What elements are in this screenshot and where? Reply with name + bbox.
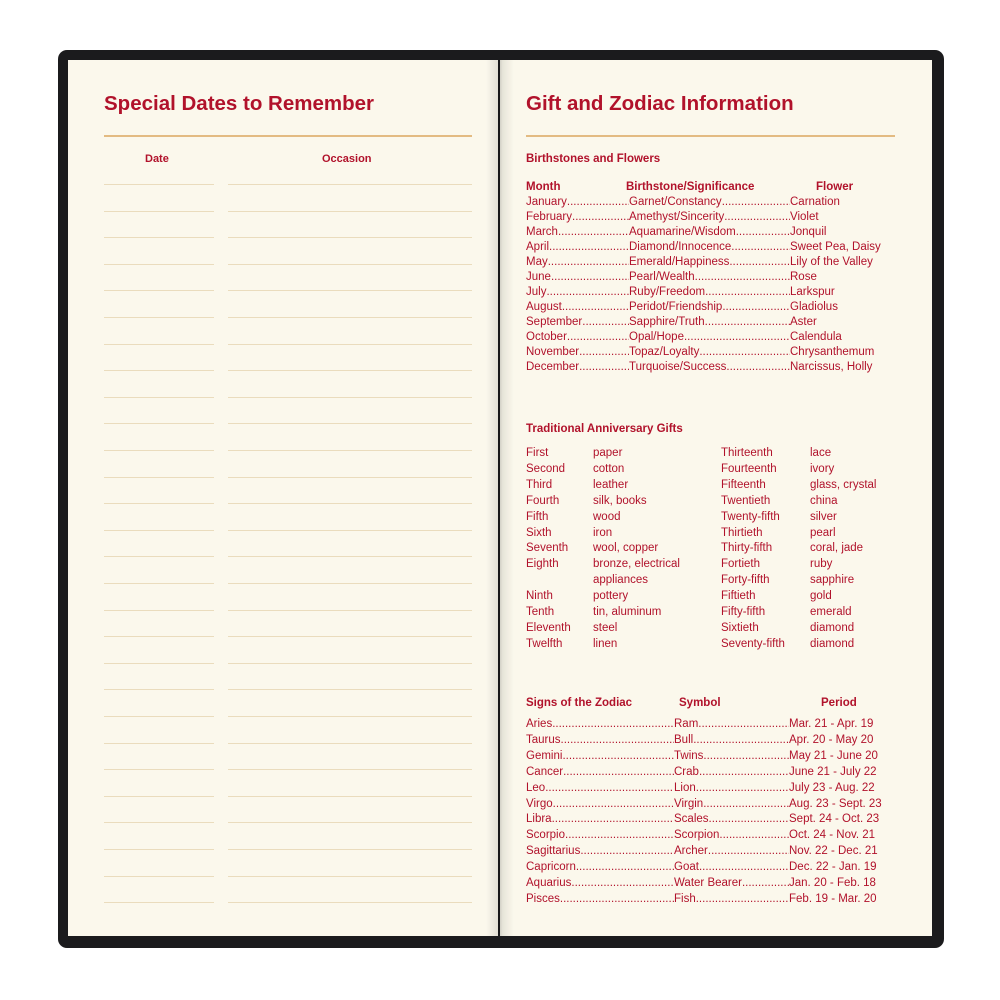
- date-write-line[interactable]: [104, 423, 214, 424]
- anniversary-year: Thirtieth: [721, 526, 763, 539]
- month-name: January: [526, 196, 567, 208]
- anniversary-gift: wood: [593, 510, 621, 523]
- zodiac-symbol-cell: [674, 876, 789, 890]
- dot-leader: [705, 285, 790, 299]
- anniversary-gift: bronze, electrical: [593, 558, 680, 571]
- zodiac-sign-cell: [526, 876, 674, 890]
- zodiac-sign-cell: [526, 765, 674, 779]
- zodiac-sign-cell: [526, 812, 674, 826]
- date-write-line[interactable]: [104, 344, 214, 345]
- dot-leader: [561, 733, 674, 747]
- anniversary-year: Tenth: [526, 606, 555, 618]
- zodiac-symbol-cell: [674, 892, 789, 906]
- zodiac-symbol: Scales: [674, 813, 709, 826]
- dot-leader: [698, 717, 789, 731]
- zodiac-symbol: Virgin: [674, 797, 704, 810]
- dot-leader: [560, 892, 674, 906]
- zodiac-period: Aug. 23 - Sept. 23: [789, 797, 882, 810]
- zodiac-symbol: Crab: [674, 765, 699, 778]
- dot-leader: [736, 225, 790, 239]
- occasion-write-line[interactable]: [228, 876, 472, 877]
- dot-leader: [582, 315, 629, 329]
- zodiac-period: Nov. 22 - Dec. 21: [789, 845, 878, 858]
- birthstone-stone-cell: [629, 345, 790, 359]
- flower-name: Narcissus, Holly: [790, 361, 873, 373]
- zodiac-sign: Virgo: [526, 797, 553, 810]
- dot-leader: [695, 270, 790, 284]
- birthstone-month-cell: [526, 315, 629, 329]
- zodiac-symbol-cell: [674, 860, 789, 874]
- birthstone-stone-cell: [629, 315, 790, 329]
- occasion-write-line[interactable]: [228, 796, 472, 797]
- date-write-line[interactable]: [104, 477, 214, 478]
- date-write-line[interactable]: [104, 902, 214, 903]
- occasion-write-line[interactable]: [228, 477, 472, 478]
- zodiac-sign: Pisces: [526, 892, 560, 905]
- birthstone-name: Opal/Hope: [629, 331, 684, 343]
- zodiac-sign-cell: [526, 844, 674, 858]
- zodiac-period: Dec. 22 - Jan. 19: [789, 861, 877, 874]
- birthstone-name: Emerald/Happiness: [629, 256, 730, 268]
- page-title-special-dates: Special Dates to Remember: [104, 92, 375, 115]
- right-page: [500, 60, 932, 936]
- birthstone-month-cell: [526, 210, 629, 224]
- zodiac-symbol-cell: [674, 812, 789, 826]
- date-write-line[interactable]: [104, 530, 214, 531]
- date-write-line[interactable]: [104, 264, 214, 265]
- birthstone-name: Garnet/Constancy: [629, 196, 722, 208]
- occasion-write-line[interactable]: [228, 689, 472, 690]
- dot-leader: [696, 781, 789, 795]
- zodiac-symbol: Water Bearer: [674, 877, 742, 889]
- anniversary-gift: wool, copper: [593, 542, 659, 555]
- month-name: December: [526, 361, 580, 373]
- occasion-write-line[interactable]: [228, 822, 472, 823]
- birthstone-name: Diamond/Innocence: [629, 241, 732, 253]
- date-write-line[interactable]: [104, 317, 214, 318]
- dot-leader: [565, 828, 674, 842]
- anniversary-gift: ruby: [810, 558, 833, 571]
- birthstone-stone-cell: [629, 210, 790, 224]
- date-write-line[interactable]: [104, 450, 214, 451]
- zodiac-sign-cell: [526, 892, 674, 906]
- month-name: April: [526, 241, 550, 253]
- column-header-month: Month: [526, 181, 561, 193]
- dot-leader: [552, 812, 674, 826]
- zodiac-symbol-cell: [674, 733, 789, 747]
- zodiac-symbol-cell: [674, 797, 789, 811]
- anniversary-year: Eighth: [526, 558, 559, 571]
- month-name: June: [526, 271, 551, 283]
- flower-name: Aster: [790, 316, 817, 328]
- left-page: [68, 60, 498, 936]
- dot-leader: [729, 255, 790, 269]
- flower-name: Calendula: [790, 331, 842, 343]
- flower-name: Gladiolus: [790, 301, 838, 313]
- dot-leader: [545, 781, 674, 795]
- zodiac-sign-cell: [526, 781, 674, 795]
- anniversary-gift: glass, crystal: [810, 478, 877, 491]
- flower-name: Jonquil: [790, 226, 827, 238]
- zodiac-sign: Gemini: [526, 749, 563, 762]
- dot-leader: [722, 300, 790, 314]
- month-name: May: [526, 256, 548, 268]
- zodiac-period: Jan. 20 - Feb. 18: [789, 877, 876, 889]
- zodiac-period: June 21 - July 22: [789, 765, 877, 778]
- zodiac-sign: Libra: [526, 813, 552, 826]
- anniversary-year: Second: [526, 462, 566, 475]
- birthstone-month-cell: [526, 300, 629, 314]
- month-name: October: [526, 331, 567, 343]
- title-rule: [526, 135, 895, 137]
- birthstone-name: Turquoise/Success: [629, 361, 727, 373]
- dot-leader: [551, 270, 629, 284]
- birthstone-name: Amethyst/Sincerity: [629, 211, 725, 223]
- dot-leader: [562, 749, 674, 763]
- zodiac-symbol: Ram: [674, 718, 699, 730]
- anniversary-year: Fourteenth: [721, 462, 777, 475]
- anniversary-gift: tin, aluminum: [593, 606, 662, 618]
- occasion-write-line[interactable]: [228, 290, 472, 291]
- anniversary-year: Sixtieth: [721, 621, 759, 634]
- anniversary-year: Fortieth: [721, 558, 760, 571]
- zodiac-period: Oct. 24 - Nov. 21: [789, 829, 876, 842]
- dot-leader: [684, 330, 790, 344]
- date-write-line[interactable]: [104, 556, 214, 557]
- zodiac-sign: Taurus: [526, 733, 561, 746]
- month-name: August: [526, 301, 562, 313]
- date-write-line[interactable]: [104, 689, 214, 690]
- dot-leader: [558, 225, 629, 239]
- zodiac-symbol: Lion: [674, 781, 696, 794]
- flower-name: Carnation: [790, 196, 840, 208]
- birthstone-stone-cell: [629, 330, 790, 344]
- dot-leader: [709, 812, 789, 826]
- date-write-line[interactable]: [104, 769, 214, 770]
- occasion-write-line[interactable]: [228, 849, 472, 850]
- month-name: March: [526, 226, 558, 238]
- date-write-line[interactable]: [104, 663, 214, 664]
- dot-leader: [553, 797, 674, 811]
- birthstone-name: Peridot/Friendship: [629, 301, 723, 313]
- birthstone-stone-cell: [629, 195, 790, 209]
- section-heading-anniversary: Traditional Anniversary Gifts: [526, 423, 683, 435]
- zodiac-symbol-cell: [674, 781, 789, 795]
- date-write-line[interactable]: [104, 211, 214, 212]
- occasion-write-line[interactable]: [228, 184, 472, 185]
- zodiac-sign-cell: [526, 860, 674, 874]
- zodiac-symbol: Goat: [674, 861, 699, 874]
- anniversary-gift: diamond: [810, 637, 855, 650]
- occasion-write-line[interactable]: [228, 636, 472, 637]
- dot-leader: [719, 828, 789, 842]
- zodiac-sign: Aries: [526, 718, 553, 730]
- anniversary-year: Fifth: [526, 510, 549, 523]
- page-title-gift-zodiac: Gift and Zodiac Information: [526, 92, 794, 115]
- anniversary-gift: paper: [593, 447, 623, 459]
- anniversary-year: Twentieth: [721, 494, 771, 507]
- birthstone-month-cell: [526, 270, 629, 284]
- birthstone-name: Ruby/Freedom: [629, 286, 706, 298]
- anniversary-gift: ivory: [810, 462, 835, 475]
- date-write-line[interactable]: [104, 716, 214, 717]
- birthstone-stone-cell: [629, 225, 790, 239]
- anniversary-year: Seventy-fifth: [721, 637, 785, 650]
- occasion-write-line[interactable]: [228, 530, 472, 531]
- birthstone-month-cell: [526, 225, 629, 239]
- zodiac-sign: Sagittarius: [526, 845, 581, 858]
- flower-name: Sweet Pea, Daisy: [790, 241, 881, 253]
- zodiac-sign-cell: [526, 733, 674, 747]
- anniversary-year: Sixth: [526, 526, 552, 539]
- date-write-line[interactable]: [104, 397, 214, 398]
- anniversary-year: Twelfth: [526, 637, 563, 650]
- month-name: November: [526, 346, 580, 358]
- occasion-write-line[interactable]: [228, 211, 472, 212]
- occasion-write-line[interactable]: [228, 583, 472, 584]
- dot-leader: [572, 210, 629, 224]
- occasion-write-line[interactable]: [228, 556, 472, 557]
- month-name: July: [526, 286, 547, 298]
- birthstone-month-cell: [526, 345, 629, 359]
- zodiac-symbol: Archer: [674, 845, 708, 858]
- dot-leader: [703, 797, 789, 811]
- birthstone-name: Topaz/Loyalty: [629, 346, 700, 358]
- occasion-write-line[interactable]: [228, 370, 472, 371]
- anniversary-year: Thirteenth: [721, 447, 773, 459]
- dot-leader: [699, 765, 789, 779]
- zodiac-symbol: Bull: [674, 733, 694, 746]
- anniversary-gift: leather: [593, 478, 629, 491]
- birthstone-month-cell: [526, 240, 629, 254]
- anniversary-gift: pearl: [810, 526, 836, 539]
- occasion-write-line[interactable]: [228, 344, 472, 345]
- date-write-line[interactable]: [104, 583, 214, 584]
- anniversary-year: Fiftieth: [721, 590, 756, 603]
- dot-leader: [579, 360, 629, 374]
- dot-leader: [549, 240, 629, 254]
- anniversary-year: Forty-fifth: [721, 574, 770, 587]
- anniversary-gift: china: [810, 494, 838, 507]
- occasion-write-line[interactable]: [228, 610, 472, 611]
- occasion-write-line[interactable]: [228, 769, 472, 770]
- dot-leader: [693, 733, 789, 747]
- zodiac-period: Apr. 20 - May 20: [789, 733, 874, 746]
- flower-name: Lily of the Valley: [790, 256, 873, 268]
- flower-name: Violet: [790, 211, 819, 223]
- dot-leader: [580, 844, 674, 858]
- zodiac-symbol: Twins: [674, 749, 704, 762]
- dot-leader: [731, 240, 790, 254]
- anniversary-year: Fifteenth: [721, 478, 766, 491]
- column-header-flower: Flower: [816, 181, 854, 193]
- occasion-write-line[interactable]: [228, 237, 472, 238]
- occasion-write-line[interactable]: [228, 716, 472, 717]
- dot-leader: [724, 210, 790, 224]
- zodiac-period: Feb. 19 - Mar. 20: [789, 892, 877, 905]
- title-rule: [104, 135, 472, 137]
- zodiac-symbol-cell: [674, 828, 789, 842]
- birthstone-stone-cell: [629, 285, 790, 299]
- anniversary-gift: silver: [810, 510, 837, 523]
- date-write-line[interactable]: [104, 290, 214, 291]
- zodiac-sign: Cancer: [526, 765, 564, 778]
- dot-leader: [699, 345, 790, 359]
- zodiac-sign-cell: [526, 797, 674, 811]
- anniversary-gift: cotton: [593, 462, 625, 475]
- date-write-line[interactable]: [104, 610, 214, 611]
- anniversary-year: Thirty-fifth: [721, 542, 773, 555]
- date-write-line[interactable]: [104, 822, 214, 823]
- dot-leader: [548, 255, 629, 269]
- book-gutter: [486, 60, 514, 936]
- date-write-line[interactable]: [104, 796, 214, 797]
- dot-leader: [546, 285, 629, 299]
- zodiac-sign-cell: [526, 828, 674, 842]
- anniversary-year: Ninth: [526, 590, 553, 603]
- anniversary-gift: lace: [810, 447, 832, 459]
- date-write-line[interactable]: [104, 849, 214, 850]
- dot-leader: [708, 844, 789, 858]
- zodiac-symbol: Scorpion: [674, 829, 720, 842]
- anniversary-gift: appliances: [593, 574, 648, 587]
- dot-leader: [699, 860, 789, 874]
- anniversary-year: Fourth: [526, 494, 560, 507]
- occasion-write-line[interactable]: [228, 450, 472, 451]
- birthstone-month-cell: [526, 285, 629, 299]
- dot-leader: [571, 876, 674, 890]
- birthstone-name: Aquamarine/Wisdom: [629, 226, 736, 238]
- zodiac-period: Sept. 24 - Oct. 23: [789, 813, 880, 826]
- column-header-date: Date: [145, 153, 169, 165]
- anniversary-year: First: [526, 447, 549, 459]
- anniversary-gift: diamond: [810, 621, 855, 634]
- dot-leader: [552, 717, 674, 731]
- zodiac-sign-cell: [526, 717, 674, 731]
- birthstone-month-cell: [526, 360, 629, 374]
- column-header-symbol: Symbol: [679, 697, 721, 709]
- dot-leader: [705, 315, 790, 329]
- section-heading-zodiac: Signs of the Zodiac: [526, 697, 633, 709]
- anniversary-gift: gold: [810, 590, 832, 603]
- anniversary-gift: emerald: [810, 606, 852, 618]
- dot-leader: [567, 195, 629, 209]
- occasion-write-line[interactable]: [228, 663, 472, 664]
- zodiac-sign: Scorpio: [526, 829, 565, 842]
- dot-leader: [562, 300, 629, 314]
- anniversary-gift: steel: [593, 621, 618, 634]
- birthstone-stone-cell: [629, 255, 790, 269]
- occasion-write-line[interactable]: [228, 317, 472, 318]
- occasion-write-line[interactable]: [228, 902, 472, 903]
- date-write-line[interactable]: [104, 184, 214, 185]
- dot-leader: [722, 195, 790, 209]
- occasion-write-line[interactable]: [228, 503, 472, 504]
- birthstone-stone-cell: [629, 300, 790, 314]
- birthstone-name: Pearl/Wealth: [629, 271, 695, 283]
- birthstone-month-cell: [526, 255, 629, 269]
- zodiac-symbol: Fish: [674, 892, 696, 905]
- anniversary-year: Eleventh: [526, 621, 571, 634]
- occasion-write-line[interactable]: [228, 743, 472, 744]
- dot-leader: [703, 749, 789, 763]
- date-write-line[interactable]: [104, 743, 214, 744]
- anniversary-gift: coral, jade: [810, 542, 864, 555]
- birthstone-stone-cell: [629, 240, 790, 254]
- dot-leader: [579, 345, 629, 359]
- dot-leader: [567, 330, 629, 344]
- flower-name: Larkspur: [790, 286, 835, 298]
- zodiac-symbol-cell: [674, 844, 789, 858]
- occasion-write-line[interactable]: [228, 397, 472, 398]
- occasion-write-line[interactable]: [228, 423, 472, 424]
- zodiac-symbol-cell: [674, 717, 789, 731]
- zodiac-period: July 23 - Aug. 22: [789, 781, 875, 794]
- flower-name: Rose: [790, 271, 817, 283]
- dot-leader: [576, 860, 674, 874]
- zodiac-sign: Leo: [526, 781, 546, 794]
- anniversary-gift: silk, books: [593, 494, 647, 507]
- birthstone-stone-cell: [629, 360, 790, 374]
- column-header-period: Period: [821, 697, 857, 709]
- anniversary-gift: pottery: [593, 590, 629, 603]
- month-name: February: [526, 211, 573, 223]
- zodiac-sign: Capricorn: [526, 861, 576, 874]
- dot-leader: [563, 765, 674, 779]
- birthstone-month-cell: [526, 330, 629, 344]
- zodiac-symbol-cell: [674, 765, 789, 779]
- column-header-occasion: Occasion: [322, 153, 372, 165]
- column-header-birthstone: Birthstone/Significance: [626, 181, 755, 193]
- anniversary-gift: sapphire: [810, 574, 855, 587]
- section-heading-birthstones: Birthstones and Flowers: [526, 153, 661, 165]
- anniversary-year: Twenty-fifth: [721, 510, 780, 523]
- anniversary-gift: linen: [593, 637, 618, 650]
- dot-leader: [726, 360, 790, 374]
- birthstone-stone-cell: [629, 270, 790, 284]
- anniversary-year: Seventh: [526, 542, 569, 555]
- birthstone-name: Sapphire/Truth: [629, 316, 705, 328]
- zodiac-period: May 21 - June 20: [789, 749, 878, 762]
- date-write-line[interactable]: [104, 370, 214, 371]
- month-name: September: [526, 316, 583, 328]
- anniversary-gift: iron: [593, 526, 613, 539]
- birthstone-month-cell: [526, 195, 629, 209]
- date-write-line[interactable]: [104, 503, 214, 504]
- date-write-line[interactable]: [104, 636, 214, 637]
- date-write-line[interactable]: [104, 876, 214, 877]
- zodiac-symbol-cell: [674, 749, 789, 763]
- date-write-line[interactable]: [104, 237, 214, 238]
- flower-name: Chrysanthemum: [790, 346, 875, 358]
- zodiac-sign-cell: [526, 749, 674, 763]
- zodiac-period: Mar. 21 - Apr. 19: [789, 718, 874, 730]
- occasion-write-line[interactable]: [228, 264, 472, 265]
- dot-leader: [742, 876, 789, 890]
- anniversary-year: Third: [526, 478, 553, 491]
- dot-leader: [696, 892, 789, 906]
- anniversary-year: Fifty-fifth: [721, 606, 766, 618]
- zodiac-sign: Aquarius: [526, 877, 572, 889]
